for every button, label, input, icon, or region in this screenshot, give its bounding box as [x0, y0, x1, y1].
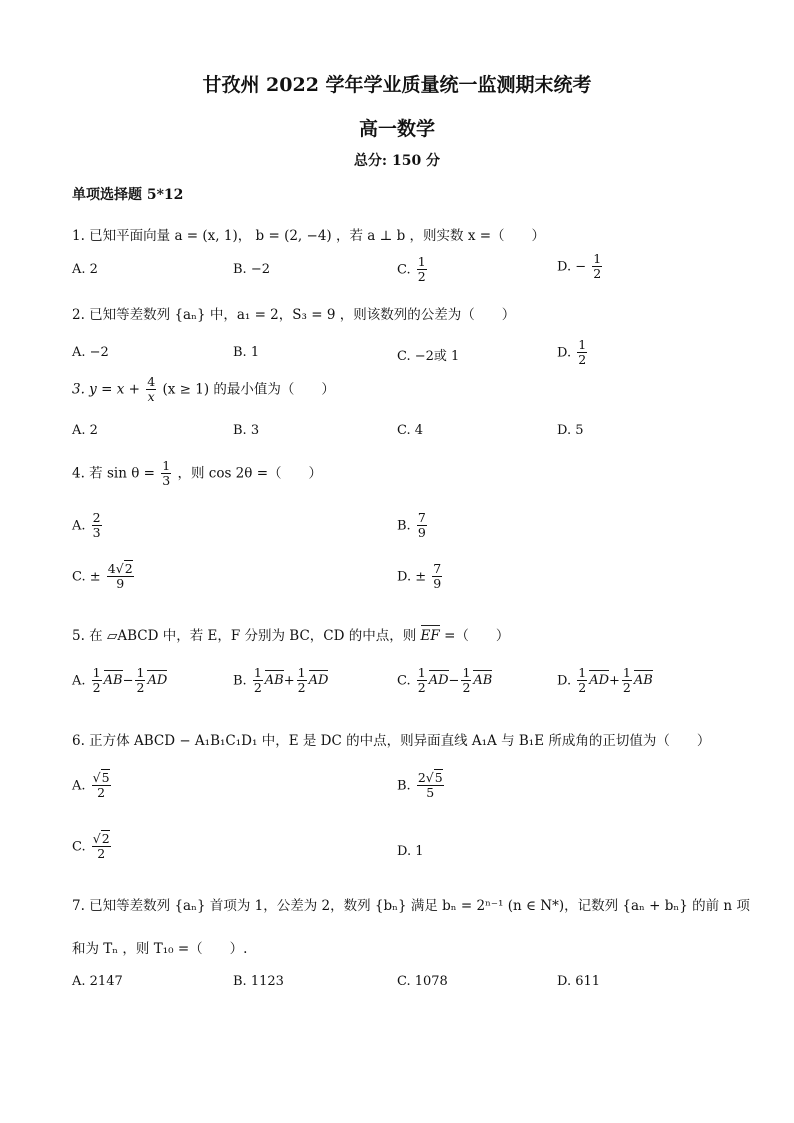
q2-option-b[interactable]: B. 1: [233, 345, 260, 360]
question-1: [72, 224, 545, 244]
q5-text-b: =（ ）: [444, 628, 510, 644]
half-fraction: $\frac{1}{2}$: [578, 665, 587, 696]
q4-option-c[interactable]: [72, 562, 136, 592]
q4-option-d-fraction: $\frac{7}{9}$: [433, 561, 442, 592]
q1-option-d-fraction: $\frac{1}{2}$: [593, 251, 602, 282]
q3-prefix: 3. y = x +: [72, 381, 140, 398]
half-fraction: $\frac{1}{2}$: [136, 665, 145, 696]
q1-prefix: 1. 已知平面向量: [72, 228, 171, 244]
q4-option-a-label: A.: [72, 518, 86, 534]
q3-option-d[interactable]: D. 5: [557, 423, 584, 438]
vector: AD: [308, 673, 329, 689]
half-fraction: $\frac{1}{2}$: [462, 665, 471, 696]
q4-option-b[interactable]: [397, 511, 429, 541]
q1-option-b[interactable]: B. −2: [233, 262, 270, 277]
q5-option-b-label: B.: [233, 673, 247, 689]
q4-option-c-label: C. ±: [72, 569, 101, 585]
q4-option-c-fraction: $\frac{4√2}{9}$: [107, 561, 133, 592]
q3-suffix: (x ≥ 1) 的最小值为（ ）: [162, 381, 335, 398]
q5-option-a[interactable]: [72, 666, 167, 696]
q6-option-b-label: B.: [397, 778, 411, 794]
q1-perp: a ⊥ b: [367, 228, 406, 244]
q4-option-b-label: B.: [397, 518, 411, 534]
q6-option-a-fraction: $\frac{√5}{2}$: [92, 770, 110, 801]
q4-prefix: 4. 若 sin θ =: [72, 465, 155, 482]
q4-option-a-fraction: $\frac{2}{3}$: [92, 510, 101, 541]
q4-option-b-fraction: $\frac{7}{9}$: [417, 510, 426, 541]
half-fraction: $\frac{1}{2}$: [622, 665, 631, 696]
q1-mid: ，若: [335, 228, 363, 244]
vector: AB: [264, 673, 284, 689]
vector: AB: [473, 673, 493, 689]
question-5: [72, 624, 509, 644]
vector: AB: [633, 673, 653, 689]
question-7-line-1: 7. 已知等差数列 {aₙ} 首项为 1，公差为 2，数列 {bₙ} 满足 bₙ = 2ⁿ⁻¹ (n ∈ N*)，记数列 {aₙ + bₙ} 的前 n 项: [72, 898, 750, 914]
q7-option-b[interactable]: B. 1123: [233, 974, 284, 989]
question-7-line-2: 和为 Tₙ ，则 T₁₀ =（ ）.: [72, 941, 248, 957]
q4-option-d[interactable]: [397, 562, 444, 592]
q7-option-c[interactable]: C. 1078: [397, 974, 448, 989]
q3-fraction: $\frac{4}{x}$: [147, 374, 156, 405]
q1-option-d-label: D. −: [557, 259, 587, 275]
q1-vector-b: b = (2, −4): [255, 228, 332, 244]
q2-option-d-fraction: $\frac{1}{2}$: [578, 337, 587, 368]
q6-option-a[interactable]: [72, 771, 113, 801]
q6-option-c-label: C.: [72, 839, 86, 855]
question-2: 2. 已知等差数列 {aₙ} 中，a₁ = 2，S₃ = 9 ，则该数列的公差为（ ）: [72, 307, 516, 323]
q5-vector-ef: EF: [420, 628, 440, 644]
operator: −: [448, 673, 460, 689]
q5-option-d-label: D.: [557, 673, 572, 689]
section-heading: 单项选择题 5*12: [72, 187, 184, 203]
q2-option-d-label: D.: [557, 345, 572, 361]
q1-option-a[interactable]: A. 2: [72, 262, 98, 277]
q7-option-a[interactable]: A. 2147: [72, 974, 123, 989]
question-6: 6. 正方体 ABCD − A₁B₁C₁D₁ 中，E 是 DC 的中点，则异面直线 A₁A 与 B₁E 所成角的正切值为（ ）: [72, 733, 711, 749]
q6-option-c[interactable]: [72, 832, 113, 862]
q6-option-c-fraction: $\frac{√2}{2}$: [92, 831, 110, 862]
half-fraction: $\frac{1}{2}$: [253, 665, 262, 696]
q5-option-c[interactable]: [397, 666, 492, 696]
exam-total-score: 总分: 150 分: [353, 153, 441, 169]
question-3: [72, 375, 335, 405]
q5-option-d[interactable]: [557, 666, 653, 696]
operator: +: [283, 673, 295, 689]
half-fraction: $\frac{1}{2}$: [92, 665, 101, 696]
q1-vector-a: a = (x, 1)，: [174, 228, 252, 244]
vector: AD: [428, 673, 449, 689]
q1-option-c-label: C.: [397, 262, 411, 278]
q4-suffix: ，则 cos 2θ =（ ）: [177, 465, 323, 482]
q5-option-b[interactable]: [233, 666, 328, 696]
exam-title: 甘孜州 2022 学年学业质量统一监测期末统考: [202, 74, 592, 96]
q1-option-c-fraction: $\frac{1}{2}$: [417, 254, 426, 285]
q1-option-d[interactable]: [557, 252, 604, 282]
vector: AD: [589, 673, 609, 689]
q4-option-d-label: D. ±: [397, 569, 427, 585]
q6-option-a-label: A.: [72, 778, 86, 794]
q6-option-d[interactable]: D. 1: [397, 844, 424, 859]
vector: AD: [147, 673, 168, 689]
q4-option-a[interactable]: [72, 511, 104, 541]
q5-option-c-label: C.: [397, 673, 411, 689]
question-4: [72, 459, 322, 489]
q5-option-a-label: A.: [72, 673, 86, 689]
q4-fraction: $\frac{1}{3}$: [162, 458, 171, 489]
operator: −: [122, 673, 134, 689]
q6-option-b-fraction: $\frac{2√5}{5}$: [417, 770, 443, 801]
q1-suffix: ，则实数 x =（ ）: [409, 228, 546, 244]
vector: AB: [103, 673, 123, 689]
q6-option-b[interactable]: [397, 771, 446, 801]
q7-option-d[interactable]: D. 611: [557, 974, 601, 989]
q5-text-a: 5. 在 ▱ABCD 中，若 E，F 分别为 BC，CD 的中点，则: [72, 628, 417, 644]
exam-subject: 高一数学: [358, 118, 435, 140]
q2-option-c[interactable]: C. −2或 1: [397, 349, 460, 364]
q1-option-c[interactable]: [397, 255, 429, 285]
q3-option-a[interactable]: A. 2: [72, 423, 98, 438]
operator: +: [609, 673, 620, 689]
half-fraction: $\frac{1}{2}$: [297, 665, 306, 696]
q3-option-b[interactable]: B. 3: [233, 423, 260, 438]
q3-option-c[interactable]: C. 4: [397, 423, 424, 438]
q2-option-d[interactable]: [557, 338, 589, 368]
half-fraction: $\frac{1}{2}$: [417, 665, 426, 696]
q2-option-a[interactable]: A. −2: [72, 345, 109, 360]
